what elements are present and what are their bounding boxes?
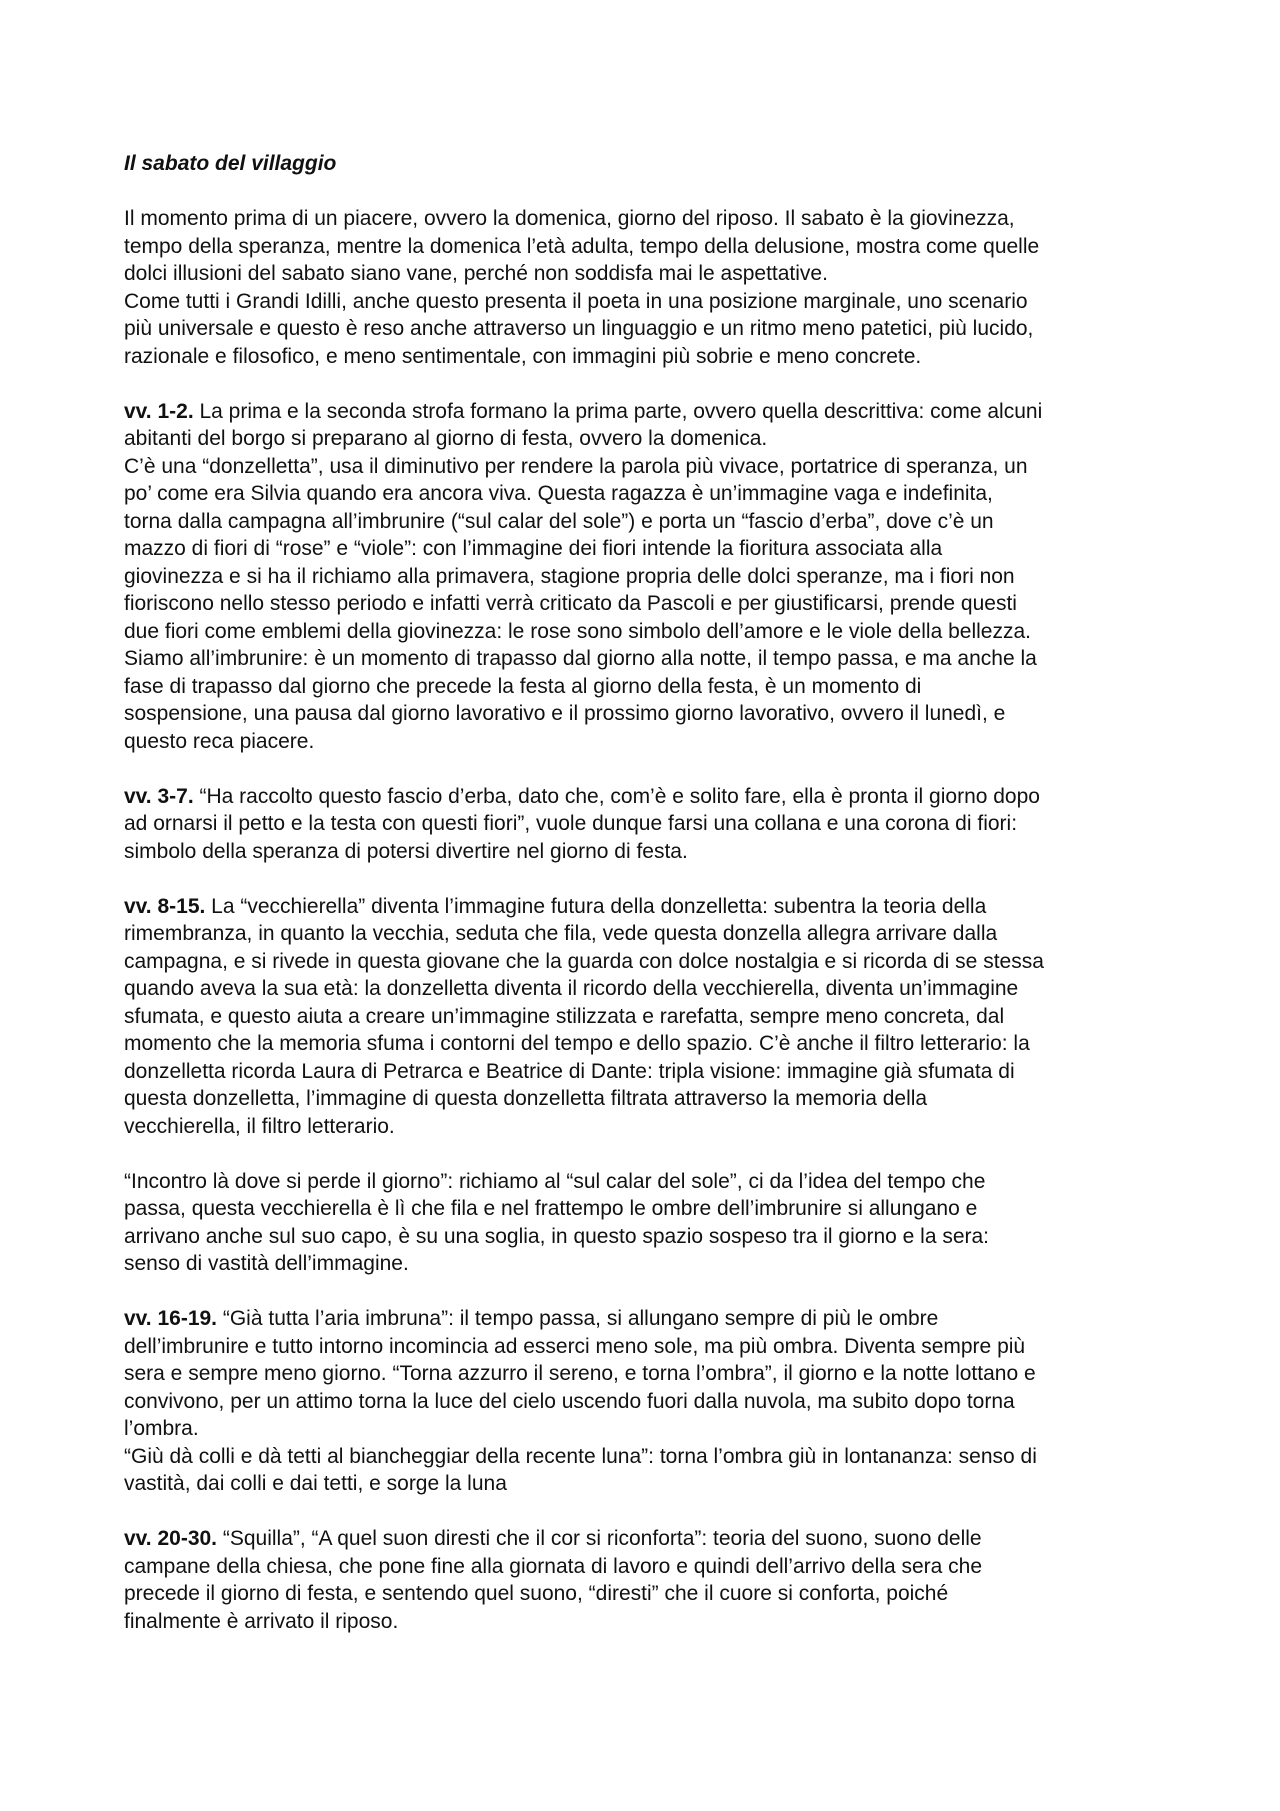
line-text: dolci illusioni del sabato siano vane, perché non soddisfa mai le aspettative. [124, 262, 828, 285]
paragraph-line [124, 1003, 1164, 1031]
document-title: Il sabato del villaggio [124, 152, 337, 175]
line-text: La “vecchierella” diventa l’immagine futura della donzelletta: subentra la teoria della [205, 894, 987, 918]
paragraph-line [124, 810, 1164, 838]
line-text: quando aveva la sua età: la donzelletta diventa il ricordo della vecchierella, diventa un’immagine [124, 977, 1019, 1000]
paragraph [124, 1305, 1164, 1498]
paragraph-line [124, 618, 1164, 646]
paragraph-line [124, 1113, 1164, 1141]
paragraph [124, 1168, 1164, 1278]
line-text: tempo della speranza, mentre la domenica l’età adulta, tempo della delusione, mostra come quelle [124, 234, 1040, 258]
paragraph-line [124, 645, 1164, 673]
line-text: abitanti del borgo si preparano al giorno di festa, ovvero la domenica. [124, 427, 768, 450]
paragraph-line [124, 920, 1164, 948]
line-text: momento che la memoria sfuma i contorni del tempo e dello spazio. C’è anche il filtro letterario: la [124, 1032, 1030, 1055]
line-text: finalmente è arrivato il riposo. [124, 1609, 399, 1633]
line-text: l’ombra. [124, 1417, 199, 1440]
paragraph-line [124, 398, 1164, 426]
line-text: rimembranza, in quanto la vecchia, seduta che fila, vede questa donzella allegra arrivare dalla [124, 922, 998, 945]
paragraph-line [124, 1470, 1164, 1498]
paragraph-line [124, 1608, 1164, 1636]
line-text: Il momento prima di un piacere, ovvero la domenica, giorno del riposo. Il sabato è la giovinezza, [124, 207, 1015, 230]
line-text: questo reca piacere. [124, 729, 315, 753]
paragraph-line [124, 975, 1164, 1003]
paragraph-line [124, 1058, 1164, 1086]
paragraph-line [124, 1553, 1164, 1581]
line-text: torna dalla campagna all’imbrunire (“sul calar del sole”) e porta un “fascio d’erba”, dove c’è un [124, 509, 994, 533]
paragraph-line [124, 453, 1164, 481]
paragraph-line [124, 343, 1164, 371]
paragraph-line [124, 1085, 1164, 1113]
line-text: ad ornarsi il petto e la testa con questi fiori”, vuole dunque farsi una collana e una corona di fiori: [124, 812, 1018, 835]
paragraph-line [124, 1443, 1164, 1471]
line-text: “Ha raccolto questo fascio d’erba, dato che, com’è e solito fare, ella è pronta il giorno dopo [193, 784, 1040, 808]
line-text: due fiori come emblemi della giovinezza: le rose sono simbolo dell’amore e le viole della bellezza. [124, 619, 1031, 643]
paragraph-line [124, 425, 1164, 453]
paragraph-line [124, 563, 1164, 591]
document-body [124, 205, 1164, 1635]
verse-range-label: vv. 1-2. [124, 399, 194, 423]
document-page [124, 150, 1164, 1663]
paragraph-line [124, 893, 1164, 921]
paragraph-line [124, 1580, 1164, 1608]
line-text: po’ come era Silvia quando era ancora viva. Questa ragazza è un’immagine vaga e indefinita, [124, 482, 993, 505]
paragraph-line [124, 838, 1164, 866]
line-text: campane della chiesa, che pone fine alla giornata di lavoro e quindi dell’arrivo della sera che [124, 1554, 983, 1578]
paragraph-line [124, 673, 1164, 701]
paragraph-line [124, 783, 1164, 811]
paragraph-line [124, 728, 1164, 756]
paragraph-line [124, 1415, 1164, 1443]
line-text: “Incontro là dove si perde il giorno”: richiamo al “sul calar del sole”, ci da l’idea del tempo che [124, 1169, 986, 1193]
line-text: fase di trapasso dal giorno che precede la festa al giorno della festa, è un momento di [124, 674, 922, 698]
verse-range-label: vv. 16-19. [124, 1307, 218, 1330]
line-text: mazzo di fiori di “rose” e “viole”: con l’immagine dei fiori intende la fioritura associata alla [124, 537, 943, 560]
paragraph-line [124, 1388, 1164, 1416]
line-text: vecchierella, il filtro letterario. [124, 1114, 395, 1138]
paragraph-line [124, 315, 1164, 343]
line-text: precede il giorno di festa, e sentendo quel suono, “diresti” che il cuore si conforta, poiché [124, 1582, 949, 1605]
paragraph [124, 205, 1164, 370]
paragraph-line [124, 1250, 1164, 1278]
line-text: giovinezza e si ha il richiamo alla primavera, stagione propria delle dolci speranze, ma i fiori non [124, 564, 1015, 588]
line-text: sera e sempre meno giorno. “Torna azzurro il sereno, e torna l’ombra”, il giorno e la notte lottano e [124, 1362, 1036, 1385]
paragraph-line [124, 1305, 1164, 1333]
line-text: senso di vastità dell’immagine. [124, 1252, 409, 1275]
line-text: questa donzelletta, l’immagine di questa donzelletta filtrata attraverso la memoria della [124, 1087, 928, 1110]
line-text: passa, questa vecchierella è lì che fila e nel frattempo le ombre dell’imbrunire si allungano e [124, 1197, 978, 1220]
paragraph [124, 398, 1164, 756]
paragraph-line [124, 1525, 1164, 1553]
paragraph-line [124, 480, 1164, 508]
paragraph [124, 783, 1164, 866]
paragraph-line [124, 1195, 1164, 1223]
paragraph-line [124, 260, 1164, 288]
paragraph-line [124, 205, 1164, 233]
line-text: Siamo all’imbrunire: è un momento di trapasso dal giorno alla notte, il tempo passa, e ma anche la [124, 647, 1037, 670]
line-text: convivono, per un attimo torna la luce del cielo uscendo fuori dalla nuvola, ma subito dopo torna [124, 1389, 1015, 1413]
line-text: sfumata, e questo aiuta a creare un’immagine stilizzata e rarefatta, sempre meno concreta, dal [124, 1004, 1005, 1028]
line-text: campagna, e si rivede in questa giovane che la guarda con dolce nostalgia e si ricorda di se stessa [124, 949, 1044, 973]
line-text: più universale e questo è reso anche attraverso un linguaggio e un ritmo meno patetici, più lucido, [124, 317, 1034, 340]
line-text: sospensione, una pausa dal giorno lavorativo e il prossimo giorno lavorativo, ovvero il lunedì, e [124, 702, 1006, 725]
verse-range-label: vv. 20-30. [124, 1527, 218, 1550]
line-text: “Già tutta l’aria imbruna”: il tempo passa, si allungano sempre di più le ombre [217, 1307, 939, 1330]
line-text: fioriscono nello stesso periodo e infatti verrà criticato da Pascoli e per giustificarsi, prende questi [124, 592, 1017, 615]
line-text: vastità, dai colli e dai tetti, e sorge la luna [124, 1472, 507, 1495]
line-text: C’è una “donzelletta”, usa il diminutivo per rendere la parola più vivace, portatrice di speranza, un [124, 454, 1028, 478]
line-text: Come tutti i Grandi Idilli, anche questo presenta il poeta in una posizione marginale, uno scenario [124, 289, 1028, 313]
paragraph-line [124, 1333, 1164, 1361]
paragraph-line [124, 700, 1164, 728]
paragraph-line [124, 233, 1164, 261]
line-text: razionale e filosofico, e meno sentimentale, con immagini più sobrie e meno concrete. [124, 344, 922, 368]
line-text: arrivano anche sul suo capo, è su una soglia, in questo spazio sospeso tra il giorno e la sera: [124, 1224, 990, 1248]
paragraph [124, 1525, 1164, 1635]
paragraph-line [124, 590, 1164, 618]
paragraph-line [124, 535, 1164, 563]
paragraph-line [124, 288, 1164, 316]
line-text: “Giù dà colli e dà tetti al biancheggiar della recente luna”: torna l’ombra giù in lontananza: senso di [124, 1444, 1037, 1468]
line-text: simbolo della speranza di potersi divertire nel giorno di festa. [124, 839, 688, 863]
line-text: La prima e la seconda strofa formano la prima parte, ovvero quella descrittiva: come alcuni [193, 399, 1043, 423]
paragraph-line [124, 1360, 1164, 1388]
paragraph [124, 893, 1164, 1141]
paragraph-line [124, 1030, 1164, 1058]
paragraph-line [124, 1223, 1164, 1251]
line-text: dell’imbrunire e tutto intorno incomincia ad esserci meno sole, ma più ombra. Diventa sempre più [124, 1334, 1026, 1358]
verse-range-label: vv. 8-15. [124, 894, 206, 918]
line-text: “Squilla”, “A quel suon diresti che il cor si riconforta”: teoria del suono, suono delle [217, 1527, 982, 1550]
paragraph-line [124, 508, 1164, 536]
paragraph-line [124, 948, 1164, 976]
paragraph-line [124, 1168, 1164, 1196]
line-text: donzelletta ricorda Laura di Petrarca e Beatrice di Dante: tripla visione: immagine già sfumata di [124, 1059, 1015, 1083]
verse-range-label: vv. 3-7. [124, 784, 194, 808]
